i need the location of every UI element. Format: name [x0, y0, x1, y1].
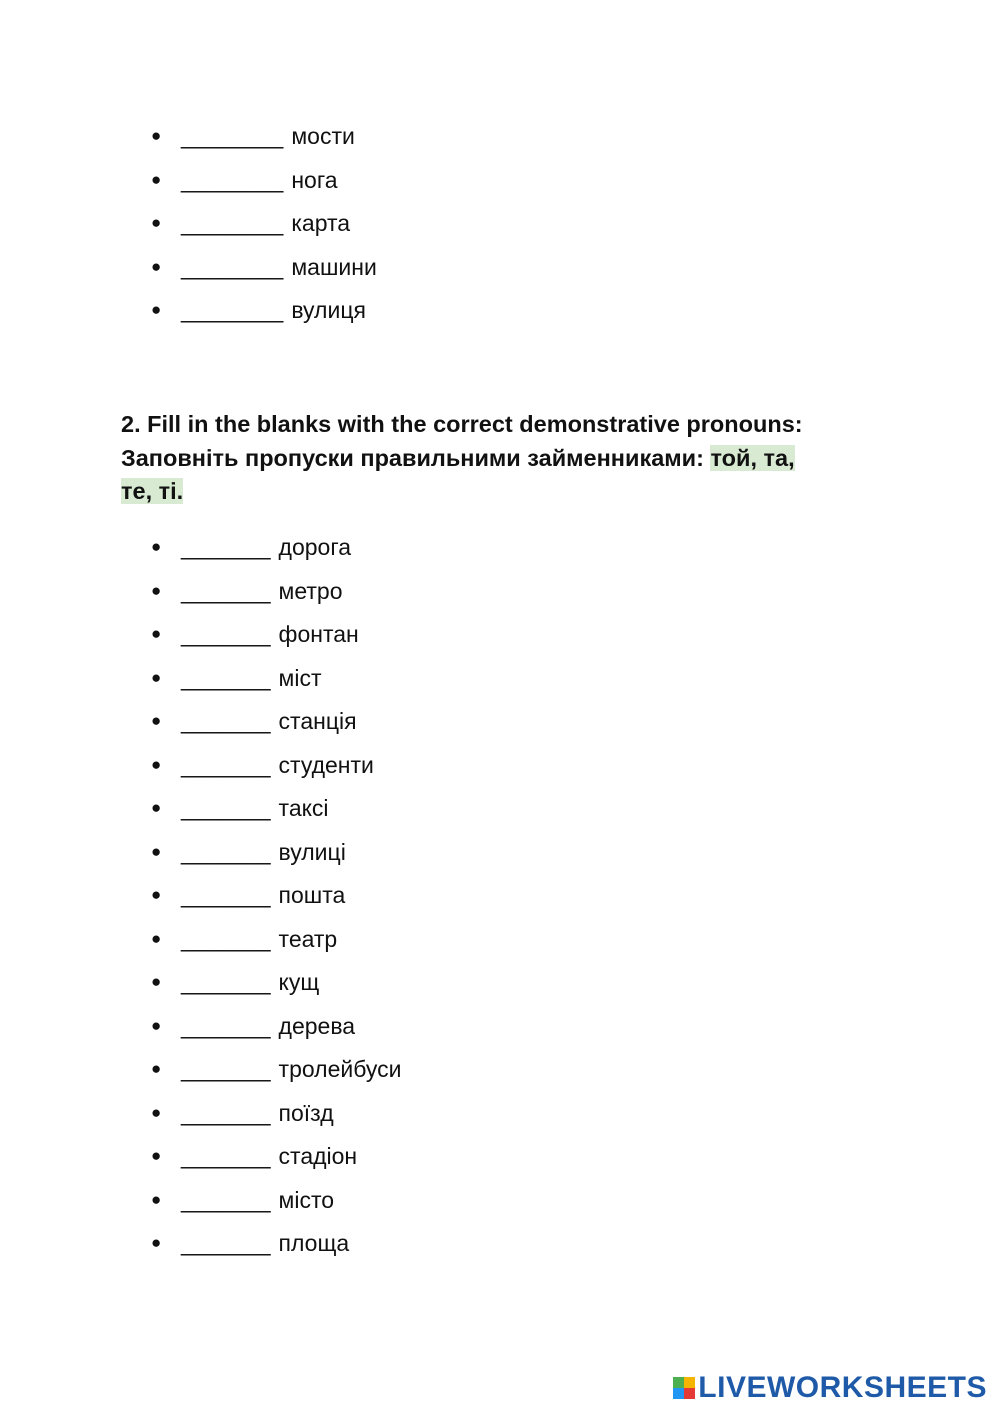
list-item [150, 703, 401, 747]
bullet-icon: ● [151, 972, 162, 991]
bullet-icon: ● [151, 126, 162, 145]
heading-ukrainian: Заповніть пропуски правильними займенниками: [121, 444, 704, 471]
blank-field[interactable]: _______ [181, 1186, 271, 1213]
blank-field[interactable]: _______ [181, 795, 271, 821]
blank-field[interactable]: _______ [181, 708, 271, 734]
item-word: кущ [278, 969, 320, 995]
item-word: нога [291, 166, 338, 193]
bullet-icon: ● [151, 580, 162, 600]
list-item [150, 1138, 401, 1182]
blank-field[interactable]: ________ [181, 253, 284, 280]
list-item [150, 205, 377, 249]
blank-field[interactable]: _______ [181, 1012, 271, 1039]
bullet-icon: ● [151, 256, 162, 276]
list-item [150, 118, 377, 162]
blank-field[interactable]: _______ [181, 621, 271, 647]
blank-field[interactable]: _______ [181, 882, 271, 908]
bullet-icon: ● [151, 1015, 162, 1035]
list-section-1 [150, 118, 377, 336]
blank-field[interactable]: ________ [181, 123, 284, 149]
bullet-icon: ● [151, 841, 162, 861]
bullet-icon: ● [151, 798, 162, 817]
blank-field[interactable]: ________ [181, 210, 284, 236]
liveworksheets-logo[interactable] [673, 1371, 987, 1405]
list-item [150, 660, 401, 704]
pronouns-highlight-continued: те, ті. [121, 478, 184, 504]
item-word: фонтан [278, 621, 359, 647]
blank-field[interactable]: _______ [181, 1143, 271, 1169]
list-item [150, 249, 377, 293]
bullet-icon: ● [151, 1059, 162, 1078]
blank-field[interactable]: _______ [181, 838, 271, 865]
list-item [150, 877, 401, 921]
item-word: поїзд [278, 1099, 334, 1126]
blank-field[interactable]: _______ [181, 1099, 271, 1126]
item-word: місто [278, 1186, 335, 1213]
blank-field[interactable]: _______ [181, 534, 271, 560]
bullet-icon: ● [151, 537, 162, 556]
bullet-icon: ● [151, 1233, 162, 1252]
bullet-icon: ● [151, 885, 162, 904]
item-word: станція [278, 708, 357, 734]
item-word: тролейбуси [278, 1056, 402, 1082]
bullet-icon: ● [151, 711, 162, 730]
brand-name: LIVEWORKSHEETS [698, 1371, 987, 1404]
bullet-icon: ● [151, 213, 162, 232]
blank-field[interactable]: _______ [181, 969, 271, 995]
bullet-icon: ● [151, 169, 162, 189]
item-word: дорога [278, 534, 352, 560]
bullet-icon: ● [151, 1102, 162, 1122]
blank-field[interactable]: ________ [181, 297, 284, 323]
item-word: вулиця [291, 297, 366, 323]
heading-english: 2. Fill in the blanks with the correct demonstrative pronouns: [121, 411, 803, 437]
list-item [150, 921, 401, 965]
list-item [150, 964, 401, 1008]
list-item [150, 573, 401, 617]
item-word: пошта [278, 882, 346, 908]
list-item [150, 162, 377, 206]
bullet-icon: ● [151, 300, 162, 319]
blank-field[interactable]: _______ [181, 577, 271, 604]
item-word: площа [278, 1230, 350, 1256]
blank-field[interactable]: ________ [181, 166, 284, 193]
item-word: студенти [278, 751, 374, 778]
blank-field[interactable]: _______ [181, 751, 271, 778]
blank-field[interactable]: _______ [181, 1230, 271, 1256]
bullet-icon: ● [151, 667, 162, 687]
item-word: міст [278, 664, 322, 691]
list-item [150, 1095, 401, 1139]
list-item [150, 790, 401, 834]
blank-field[interactable]: _______ [181, 925, 271, 952]
liveworksheets-logo-icon [673, 1377, 695, 1399]
list-item [150, 1008, 401, 1052]
item-word: таксі [278, 795, 329, 821]
list-item [150, 1225, 401, 1269]
list-item [150, 1182, 401, 1226]
item-word: метро [278, 577, 343, 604]
list-section-2 [150, 529, 401, 1269]
item-word: вулиці [278, 838, 346, 865]
list-item [150, 834, 401, 878]
list-item [150, 292, 377, 336]
item-word: карта [291, 210, 351, 236]
list-item [150, 1051, 401, 1095]
bullet-icon: ● [151, 928, 162, 948]
pronouns-highlight: той, та, [710, 444, 795, 471]
item-word: мости [291, 123, 355, 149]
bullet-icon: ● [151, 754, 162, 774]
blank-field[interactable]: _______ [181, 1056, 271, 1082]
blank-field[interactable]: _______ [181, 664, 271, 691]
item-word: машини [291, 253, 377, 280]
item-word: театр [278, 925, 338, 952]
bullet-icon: ● [151, 624, 162, 643]
list-item [150, 529, 401, 573]
bullet-icon: ● [151, 1146, 162, 1165]
item-word: дерева [278, 1012, 356, 1039]
bullet-icon: ● [151, 1189, 162, 1209]
list-item [150, 747, 401, 791]
section-2-heading [121, 408, 881, 509]
item-word: стадіон [278, 1143, 358, 1169]
list-item [150, 616, 401, 660]
